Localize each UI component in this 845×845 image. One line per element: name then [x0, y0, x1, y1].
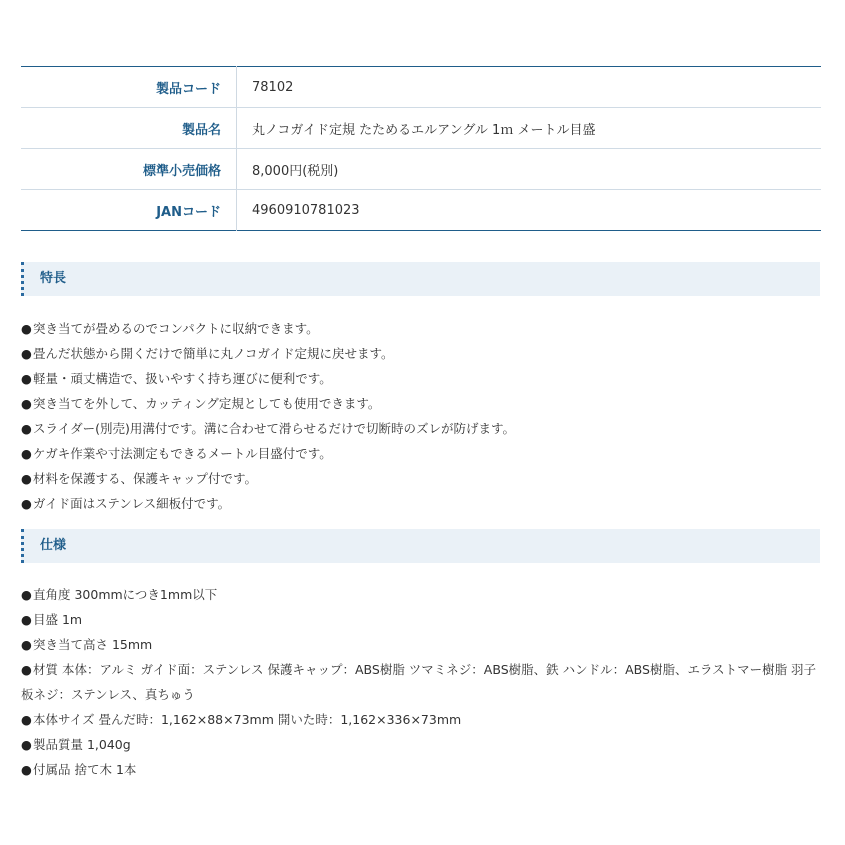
table-row	[21, 108, 821, 149]
list-item-text: 突き当てが畳めるのでコンパクトに収納できます。	[33, 321, 319, 336]
features-heading: 特長	[21, 262, 820, 296]
features-list	[21, 316, 821, 516]
list-item-text: 突き当て高さ 15mm	[33, 637, 153, 652]
list-item	[21, 732, 821, 757]
row-value: 4960910781023	[252, 202, 360, 218]
row-value: 丸ノコガイド定規 たためるエルアングル 1ｍ メートル目盛	[237, 108, 822, 149]
bullet-icon: ●	[21, 471, 32, 486]
list-item-text: 材料を保護する、保護キャップ付です。	[33, 471, 258, 486]
list-item	[21, 607, 821, 632]
bullet-icon: ●	[21, 446, 32, 461]
row-label: 製品名	[21, 108, 237, 149]
bullet-icon: ●	[21, 612, 32, 627]
specs-heading: 仕様	[21, 529, 820, 563]
table-row	[21, 67, 821, 108]
bullet-icon: ●	[21, 421, 32, 436]
bullet-icon: ●	[21, 371, 32, 386]
list-item	[21, 491, 821, 516]
list-item	[21, 582, 821, 607]
list-item	[21, 341, 821, 366]
bullet-icon: ●	[21, 737, 32, 752]
list-item-text: 本体サイズ 畳んだ時：1,162×88×73mm 開いた時：1,162×336×73mm	[33, 712, 462, 727]
list-item	[21, 366, 821, 391]
product-spec-table	[21, 66, 821, 231]
list-item-text: スライダー(別売)用溝付です。溝に合わせて滑らせるだけで切断時のズレが防げます。	[33, 421, 516, 436]
list-item-text: 畳んだ状態から開くだけで簡単に丸ノコガイド定規に戻せます。	[33, 346, 394, 361]
list-item	[21, 391, 821, 416]
list-item-text: 突き当てを外して、カッティング定規としても使用できます。	[33, 396, 381, 411]
bullet-icon: ●	[21, 637, 32, 652]
list-item	[21, 707, 821, 732]
row-value: 78102	[237, 67, 822, 108]
list-item	[21, 757, 821, 782]
list-item-text: ケガキ作業や寸法測定もできるメートル目盛付です。	[33, 446, 332, 461]
row-label: 標準小売価格	[21, 149, 237, 190]
list-item	[21, 416, 821, 441]
list-item-text: 直角度 300mmにつき1mm以下	[33, 587, 218, 602]
row-value: 8,000円(税別)	[237, 149, 822, 190]
list-item-text: 付属品 捨て木 1本	[33, 762, 137, 777]
list-item-text: 材質 本体：アルミ ガイド面：ステンレス 保護キャップ：ABS樹脂 ツマミネジ：ABS樹脂、鉄 ハンドル：ABS樹脂、エラストマー樹脂 羽子板ネジ：ステンレス、真ちゅう	[21, 662, 817, 702]
bullet-icon: ●	[21, 587, 32, 602]
table-row	[21, 190, 821, 231]
row-label: 製品コード	[21, 67, 237, 108]
specs-list	[21, 582, 821, 782]
bullet-icon: ●	[21, 346, 32, 361]
bullet-icon: ●	[21, 662, 32, 677]
list-item-text: ガイド面はステンレス細板付です。	[33, 496, 231, 511]
bullet-icon: ●	[21, 712, 32, 727]
list-item-text: 製品質量 1,040g	[33, 737, 131, 752]
table-row	[21, 149, 821, 190]
bullet-icon: ●	[21, 396, 32, 411]
list-item-text: 軽量・頑丈構造で、扱いやすく持ち運びに便利です。	[33, 371, 332, 386]
list-item	[21, 632, 821, 657]
row-label: JANコード	[21, 190, 237, 231]
bullet-icon: ●	[21, 496, 32, 511]
list-item-text: 目盛 1m	[33, 612, 83, 627]
list-item	[21, 316, 821, 341]
bullet-icon: ●	[21, 762, 32, 777]
list-item	[21, 657, 821, 707]
list-item	[21, 466, 821, 491]
bullet-icon: ●	[21, 321, 32, 336]
list-item	[21, 441, 821, 466]
